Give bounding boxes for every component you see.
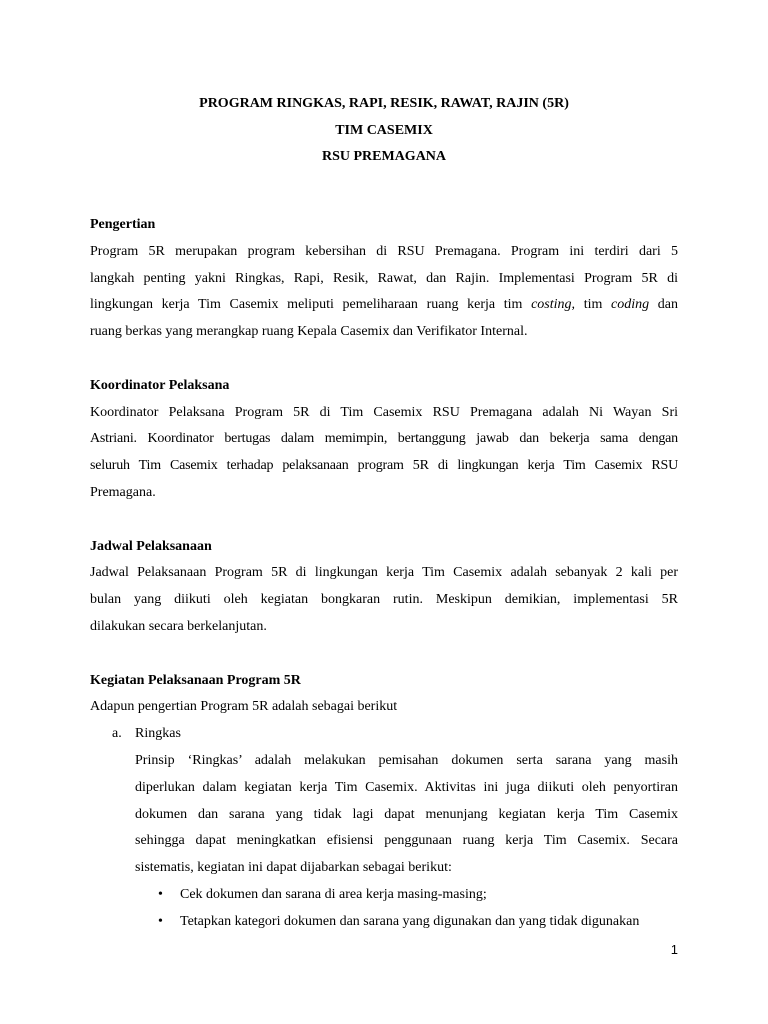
bullet-item [158,882,678,909]
document-hospital: RSU PREMAGANA [321,149,447,164]
section-pengertian [90,212,678,346]
section-heading-koordinator: Koordinator Pelaksana [90,377,230,393]
section-heading-kegiatan: Kegiatan Pelaksanaan Program 5R [90,672,301,688]
paragraph-line: dokumen dan sarana yang tidak lagi dapat menunjang kegiatan kerja Tim Casemix [135,806,678,822]
document-team: TIM CASEMIX [335,122,433,138]
bullet-text: Cek dokumen dan sarana di area kerja masing-masing; [180,886,487,902]
bullet-icon: • [158,886,163,902]
paragraph-line: Jadwal Pelaksanaan Program 5R di lingkungan kerja Tim Casemix adalah sebanyak 2 kali per [90,565,678,581]
paragraph-line: Prinsip ‘Ringkas’ adalah melakukan pemisahan dokumen serta sarana yang masih [135,752,678,768]
section-koordinator [90,373,678,507]
paragraph-koordinator [90,400,678,507]
section-heading-jadwal: Jadwal Pelaksanaan [90,538,212,554]
paragraph-line: diperlukan dalam kegiatan kerja Tim Casemix. Aktivitas ini juga diikuti oleh penyortiran [135,779,678,795]
section-kegiatan [90,668,678,936]
document-header [0,91,768,171]
bullet-item [158,909,678,936]
list-item-ringkas [90,721,678,882]
paragraph-line [90,292,678,319]
italic-term-coding: coding [611,297,650,313]
section-heading-pengertian: Pengertian [90,217,156,232]
paragraph-line: Premagana. [90,484,156,500]
paragraph-line: seluruh Tim Casemix terhadap pelaksanaan program 5R di lingkungan kerja Tim Casemix RSU [90,458,678,474]
paragraph-jadwal [90,560,678,640]
paragraph-line: bulan yang diikuti oleh kegiatan bongkaran rutin. Meskipun demikian, implementasi 5R [90,592,678,608]
paragraph-line: Astriani. Koordinator bertugas dalam memimpin, bertanggung jawab dan bekerja sama dengan [90,431,678,447]
paragraph-ringkas [135,748,678,882]
italic-term-costing: costing, [531,297,576,313]
paragraph-text: tim [575,297,612,313]
document-body [90,212,678,936]
section-jadwal [90,534,678,641]
paragraph-pengertian [90,239,678,346]
document-title: PROGRAM RINGKAS, RAPI, RESIK, RAWAT, RAJIN (5R) [199,96,569,111]
paragraph-line: Koordinator Pelaksana Program 5R di Tim Casemix RSU Premagana adalah Ni Wayan Sri [90,404,678,420]
paragraph-line: Program 5R merupakan program kebersihan di RSU Premagana. Program ini terdiri dari 5 [90,243,678,259]
paragraph-line: sistematis, kegiatan ini dapat dijabarkan sebagai berikut: [135,860,452,876]
paragraph-line: sehingga dapat meningkatkan efisiensi penggunaan ruang kerja Tim Casemix. Secara [135,833,678,849]
paragraph-line: langkah penting yakni Ringkas, Rapi, Resik, Rawat, dan Rajin. Implementasi Program 5R di [90,270,678,286]
kegiatan-intro: Adapun pengertian Program 5R adalah sebagai berikut [90,699,398,715]
paragraph-line: ruang berkas yang merangkap ruang Kepala Casemix dan Verifikator Internal. [90,324,528,340]
page-number: 1 [670,942,678,957]
list-item-label: Ringkas [135,726,181,742]
bullet-text: Tetapkan kategori dokumen dan sarana yang digunakan dan yang tidak digunakan [180,913,640,929]
list-item-marker: a. [112,726,122,742]
paragraph-line: dilakukan secara berkelanjutan. [90,618,267,634]
paragraph-text: lingkungan kerja Tim Casemix meliputi pemeliharaan ruang kerja tim [90,297,532,313]
paragraph-text: dan [649,297,679,313]
bullet-list [90,882,678,936]
bullet-icon: • [158,913,163,929]
